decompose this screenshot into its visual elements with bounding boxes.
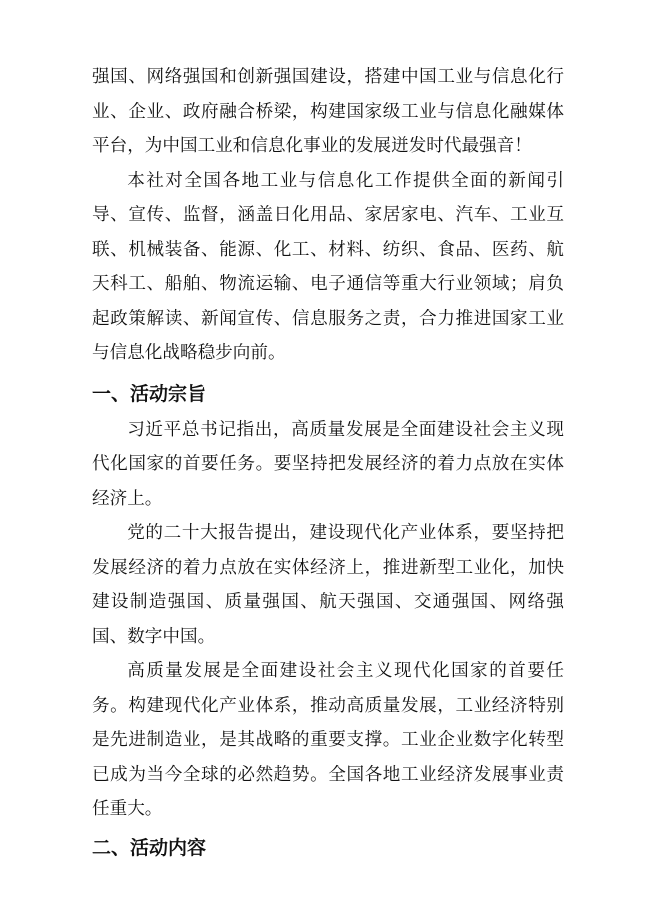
purpose-paragraph: 高质量发展是全面建设社会主义现代化国家的首要任务。构建现代化产业体系，推动高质量发展，工业经济特别是先进制造业，是其战略的重要支撑。工业企业数字化转型已成为当今全球的必然趋势。全国各地工业经济发展事业责任重大。 [92,661,564,819]
intro-paragraph-continued: 强国、网络强国和创新强国建设，搭建中国工业与信息化行业、企业、政府融合桥梁，构建国家级工业与信息化融媒体平台，为中国工业和信息化事业的发展迸发时代最强音！ [92,67,564,156]
document-body [92,60,564,867]
purpose-paragraph: 党的二十大报告提出，建设现代化产业体系，要坚持把发展经济的着力点放在实体经济上，推进新型工业化，加快建设制造强国、质量强国、航天强国、交通强国、网络强国、数字中国。 [92,523,564,647]
intro-paragraph: 本社对全国各地工业与信息化工作提供全面的新闻引导、宣传、监督，涵盖日化用品、家居家电、汽车、工业互联、机械装备、能源、化工、材料、纺织、食品、医药、航天科工、船舶、物流运输、电子通信等重大行业领域；肩负起政策解读、新闻宣传、信息服务之责，合力推进国家工业与信息化战略稳步向前。 [92,170,564,363]
purpose-paragraph: 习近平总书记指出，高质量发展是全面建设社会主义现代化国家的首要任务。要坚持把发展经济的着力点放在实体经济上。 [92,419,564,509]
section-heading-content: 二、活动内容 [92,836,207,859]
section-heading-purpose: 一、活动宗旨 [92,382,207,405]
